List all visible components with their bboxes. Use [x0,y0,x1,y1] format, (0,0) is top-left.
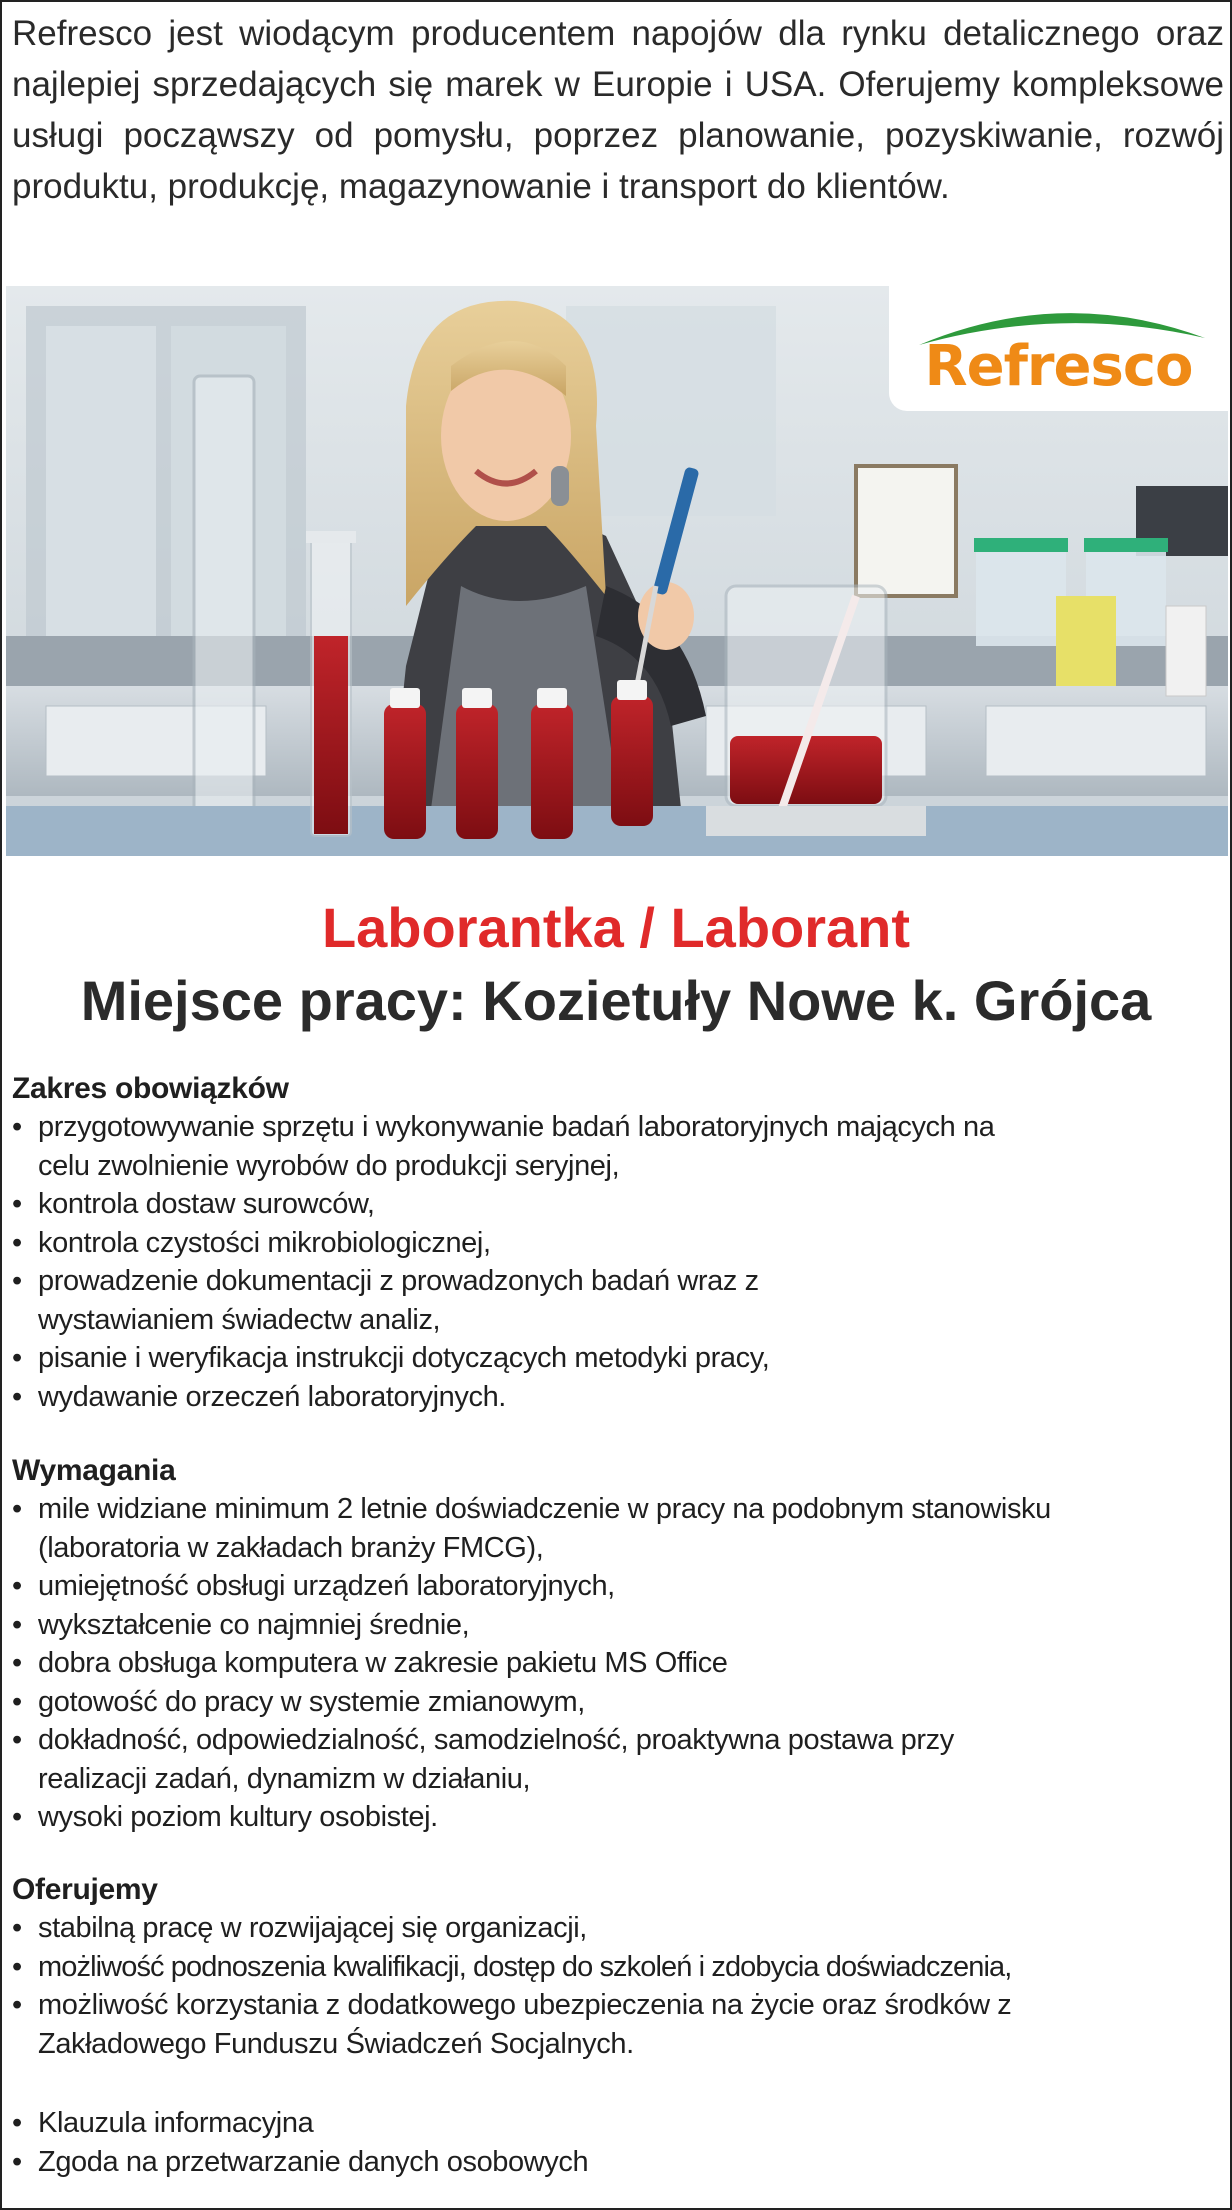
list-item: • stabilną pracę w rozwijającej się organizacji, [12,1909,1227,1948]
list-item: • wykształcenie co najmniej średnie, [12,1606,1227,1645]
privacy-clause-item: • Klauzula informacyjna [12,2104,1227,2143]
duties-section [12,1070,1227,1416]
list-item: • dokładność, odpowiedzialność, samodzielność, proaktywna postawa przy realizacji zadań, dynamizm w działaniu, [12,1721,1068,1798]
job-title: Laborantka / Laborant [321,896,911,959]
list-item: • wydawanie orzeczeń laboratoryjnych. [12,1378,1227,1417]
legal-section [12,2104,1227,2181]
requirements-section [12,1452,1227,1837]
offer-heading: Oferujemy [12,1873,158,1906]
refresco-logo [889,286,1228,411]
offer-section [12,1871,1227,2063]
duties-list [12,1108,1227,1416]
list-item: • wysoki poziom kultury osobistej. [12,1798,1227,1837]
list-item: • umiejętność obsługi urządzeń laboratoryjnych, [12,1567,1227,1606]
legal-list [12,2104,1227,2181]
offer-list [12,1909,1227,2063]
requirements-list [12,1490,1227,1837]
list-item: • gotowość do pracy w systemie zmianowym, [12,1683,1227,1722]
list-item: • dobra obsługa komputera w zakresie pakietu MS Office [12,1644,1227,1683]
job-location: Miejsce pracy: Kozietuły Nowe k. Grójca [80,969,1152,1032]
list-item: • możliwość korzystania z dodatkowego ubezpieczenia na życie oraz środków z Zakładowego Funduszu Świadczeń Socjalnych. [12,1986,1168,2063]
company-intro: Refresco jest wiodącym producentem napojów dla rynku detalicznego oraz najlepiej sprzedających się marek w Europie i USA. Oferujemy kompleksowe usługi począwszy od pomysłu, poprzez planowanie, pozyskiwanie, rozwój produktu, produkcję, magazynowanie i transport do klientów. [12,14,1224,206]
logo-wordmark: Refresco [924,334,1193,399]
data-consent-item: • Zgoda na przetwarzanie danych osobowych [12,2143,1227,2182]
list-item: • pisanie i weryfikacja instrukcji dotyczących metodyki pracy, [12,1339,1227,1378]
requirements-heading: Wymagania [12,1454,176,1487]
list-item: • przygotowywanie sprzętu i wykonywanie badań laboratoryjnych mających na celu zwolnienie wyrobów do produkcji seryjnej, [12,1108,998,1185]
lab-photo [6,286,1228,856]
duties-heading: Zakres obowiązków [12,1072,289,1105]
list-item: • mile widziane minimum 2 letnie doświadczenie w pracy na podobnym stanowisku (laboratoria w zakładach branży FMCG), [12,1490,1078,1567]
list-item: • kontrola czystości mikrobiologicznej, [12,1224,1227,1263]
list-item: • prowadzenie dokumentacji z prowadzonych badań wraz z wystawianiem świadectw analiz, [12,1262,898,1339]
list-item: • możliwość podnoszenia kwalifikacji, dostęp do szkoleń i zdobycia doświadczenia, [12,1948,1227,1987]
list-item: • kontrola dostaw surowców, [12,1185,1227,1224]
